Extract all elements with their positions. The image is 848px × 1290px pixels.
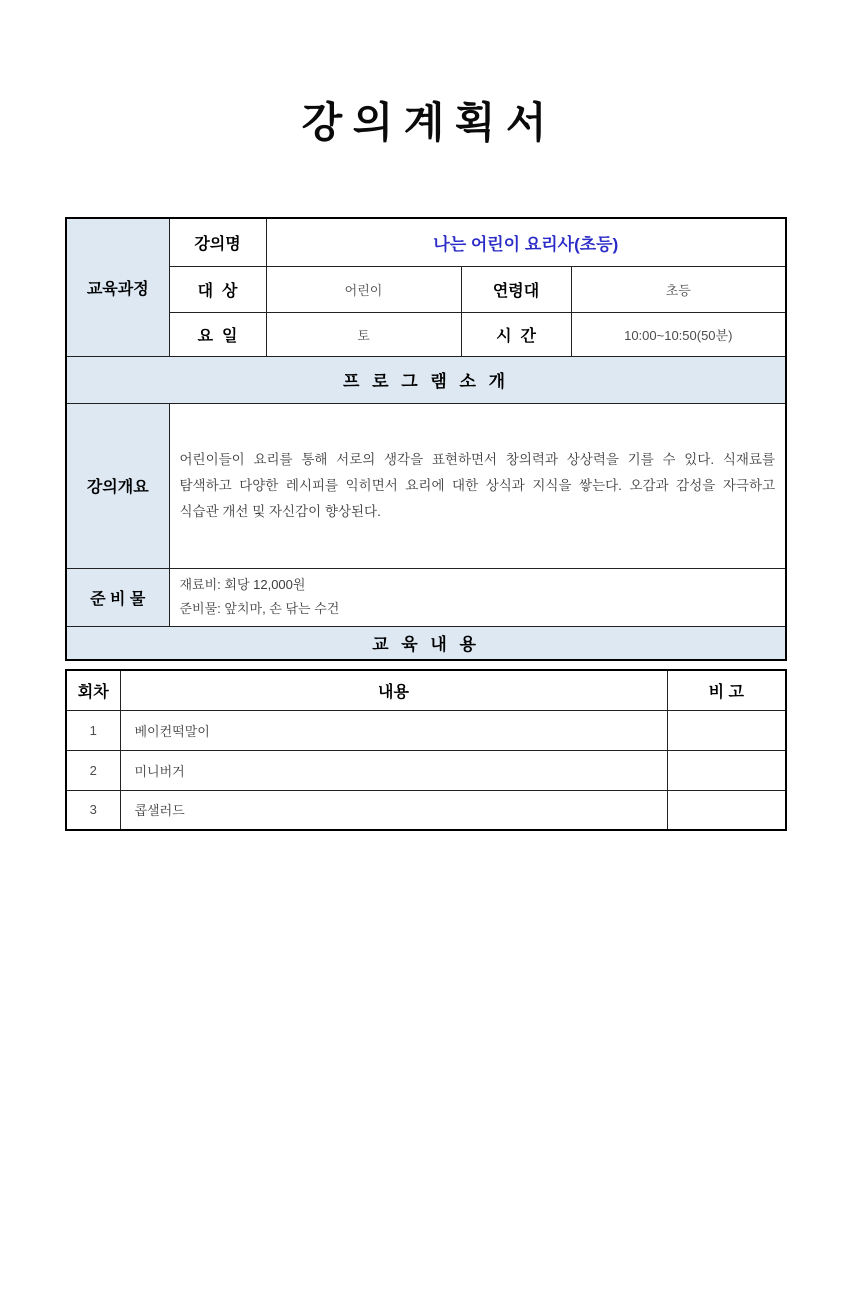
age-group-label: 연령대 (461, 266, 571, 312)
content-table (65, 669, 787, 831)
materials-label: 준 비 물 (66, 568, 169, 626)
materials-line-2: 준비물: 앞치마, 손 닦는 수건 (179, 601, 340, 616)
session-content: 미니버거 (120, 750, 667, 790)
page-title: 강 의 계 획 서 (301, 101, 547, 147)
age-group-value: 초등 (571, 266, 786, 312)
materials-line-1: 재료비: 회당 12,000원 (179, 577, 306, 592)
lecture-name-label: 강의명 (169, 218, 266, 266)
time-value: 10:00~10:50(50분) (571, 312, 786, 356)
session-number: 1 (66, 710, 120, 750)
content-section-header: 교 육 내 용 (66, 626, 786, 660)
table-row (66, 750, 786, 790)
table-row (66, 626, 786, 660)
session-content: 베이컨떡말이 (120, 710, 667, 750)
content-table-header-row (66, 670, 786, 710)
table-row (66, 266, 786, 312)
table-row (66, 710, 786, 750)
column-header-session: 회차 (66, 670, 120, 710)
session-number: 2 (66, 750, 120, 790)
column-header-note: 비 고 (667, 670, 786, 710)
day-value: 토 (266, 312, 461, 356)
table-row (66, 568, 786, 626)
overview-label: 강의개요 (66, 403, 169, 568)
materials-content (169, 568, 786, 626)
table-row (66, 312, 786, 356)
program-intro-header: 프 로 그 램 소 개 (66, 356, 786, 403)
table-row (66, 403, 786, 568)
table-row (66, 790, 786, 830)
course-section-label: 교육과정 (66, 218, 169, 356)
table-row (66, 356, 786, 403)
time-label: 시 간 (461, 312, 571, 356)
column-header-content: 내용 (120, 670, 667, 710)
overview-text: 어린이들이 요리를 통해 서로의 생각을 표현하면서 창의력과 상상력을 기를 수 있다. 식재료를 탐색하고 다양한 레시피를 익히면서 요리에 대한 상식과 지식을 쌓는다. 오감과 감성을 자극하고 식습관 개선 및 자신감이 향상된다. (169, 403, 786, 568)
session-number: 3 (66, 790, 120, 830)
day-label: 요 일 (169, 312, 266, 356)
target-label: 대 상 (169, 266, 266, 312)
session-note (667, 750, 786, 790)
session-content: 콥샐러드 (120, 790, 667, 830)
lecture-name-value: 나는 어린이 요리사(초등) (266, 218, 786, 266)
target-value: 어린이 (266, 266, 461, 312)
session-note (667, 710, 786, 750)
session-note (667, 790, 786, 830)
document-page (0, 90, 848, 1290)
course-info-table (65, 217, 787, 661)
table-row (66, 218, 786, 266)
